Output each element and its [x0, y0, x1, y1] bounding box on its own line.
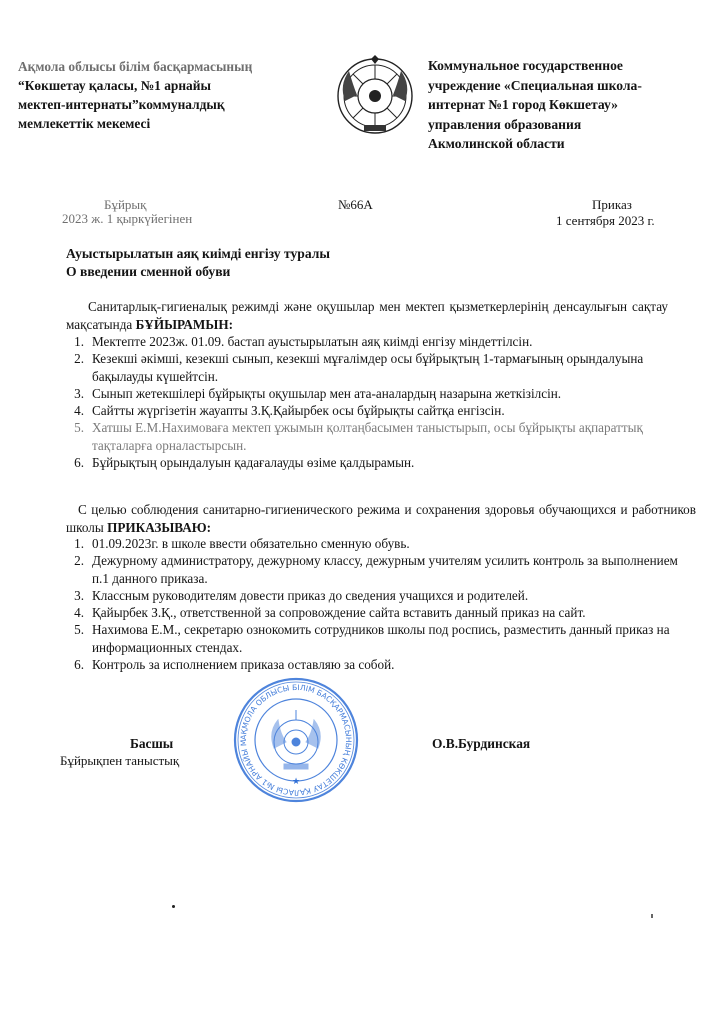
- signature-position: Басшы: [130, 736, 174, 751]
- header-right-line: Коммунальное государственное: [428, 58, 623, 73]
- list-item: 1. Мектепте 2023ж. 01.09. бастап ауыстырылатын аяқ киімді енгізу міндеттілсін.: [74, 334, 533, 349]
- kz-intro-text: Санитарлық-гигиеналық режимді және оқушылар мен мектеп қызметкерлерінің денсаулығын сақтау мақсатында: [66, 299, 668, 332]
- scan-speck: [172, 905, 175, 908]
- list-item: 5. Нахимова Е.М., секретарю ознокомить сотрудников школы под роспись, разместить данный приказ на информационных стендах.: [74, 622, 670, 655]
- signature-name: О.В.Бурдинская: [432, 736, 531, 751]
- header-left-line: Ақмола облысы білім басқармасының: [18, 59, 253, 74]
- header-left-org-kz: [18, 57, 303, 133]
- kazakhstan-emblem-icon: [331, 55, 419, 135]
- header-right-line: интернат №1 город Көкшетау»: [428, 97, 618, 112]
- acknowledgement-line: Бұйрықпен таныстық: [60, 753, 180, 768]
- list-item: 6. Бұйрықтың орындалуын қадағалауды өзіме қалдырамын.: [74, 455, 415, 471]
- kz-order-items: [66, 333, 672, 471]
- svg-text:★: ★: [291, 777, 301, 787]
- ru-command: ПРИКАЗЫВАЮ:: [107, 519, 212, 535]
- ru-intro-text: С целью соблюдения санитарно-гигиенического режима и сохранения здоровья обучающихся и работников школы: [66, 502, 696, 535]
- title-kz: Ауыстырылатын аяқ киімді енгізу туралы: [66, 246, 330, 261]
- list-item: 5. Хатшы Е.М.Нахимоваға мектеп ұжымын қолтаңбасымен таныстырып, осы бұйрықты ақпараттық тақталарға орналастырсын.: [74, 420, 643, 453]
- list-item: 3. Сынып жетекшілері бұйрықты оқушылар мен ата-аналардың назарына жеткізілсін.: [74, 385, 562, 401]
- list-item: 4. Сайтты жүргізетін жауапты З.Қ.Қайырбек осы бұйрықты сайтқа енгізсін.: [74, 403, 505, 419]
- stamp-ring-text: АҚМОЛА ОБЛЫСЫ БІЛІМ БАСҚАРМАСЫНЫҢ КӨКШЕТАУ ҚАЛАСЫ №1 АРНАЙЫ М: [238, 682, 354, 798]
- kz-intro-paragraph: [66, 298, 668, 333]
- header-left-line: мектеп-интернаты”коммуналдық: [18, 97, 225, 112]
- header-right-line: управления образования: [428, 116, 582, 132]
- header-right-line: Акмолинской области: [428, 136, 565, 151]
- ru-order-items: [66, 535, 680, 673]
- list-item: 2. Кезекші әкімші, кезекші сынып, кезекші мұғалімдер осы бұйрықтың 1-тармағының орындалуына бақылауды күшейтсін.: [74, 351, 644, 384]
- header-left-line: мемлекеттік мекемесі: [18, 116, 151, 131]
- order-date-kz: 2023 ж. 1 қыркүйегінен: [62, 211, 193, 226]
- list-item: 3. Классным руководителям довести приказ до сведения учащихся и родителей.: [74, 587, 529, 603]
- order-number: №66А: [338, 197, 373, 212]
- order-label-kz: Бұйрық: [104, 197, 147, 212]
- list-item: 2. Дежурному администратору, дежурному классу, дежурным учителям усилить контроль за выполнением п.1 данного приказа.: [74, 553, 678, 586]
- kz-command: БҰЙЫРАМЫН:: [135, 316, 233, 332]
- list-item: 1. 01.09.2023г. в школе ввести обязательно сменную обувь.: [74, 536, 410, 551]
- order-date-ru: 1 сентября 2023 г.: [556, 213, 655, 228]
- header-left-line: “Көкшетау қаласы, №1 арнайы: [18, 78, 211, 93]
- order-label-ru: Приказ: [592, 197, 632, 212]
- list-item: 6. Контроль за исполнением приказа оставляю за собой.: [74, 657, 395, 673]
- list-item: 4. Қайырбек З.Қ., ответственной за сопровождение сайта вставить данный приказ на сайт.: [74, 605, 586, 621]
- scan-speck: [651, 914, 653, 918]
- header-right-line: учреждение «Специальная школа-: [428, 77, 642, 93]
- title-ru: О введении сменной обуви: [66, 264, 231, 279]
- official-stamp-icon: [232, 676, 360, 804]
- header-right-org-ru: [428, 56, 718, 154]
- ru-intro-paragraph: [66, 501, 696, 536]
